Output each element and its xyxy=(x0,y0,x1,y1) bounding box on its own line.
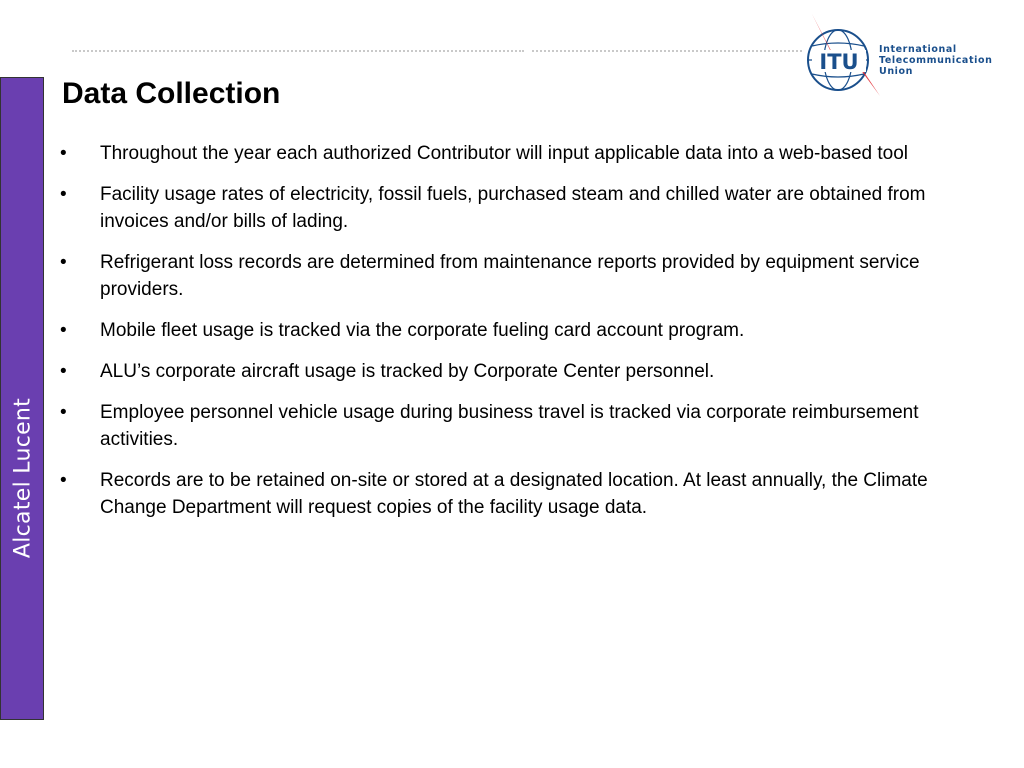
bullet-text: Records are to be retained on-site or stored at a designated location. At least annually, the Climate Change Department will request copies of the facility usage data. xyxy=(100,470,928,518)
bullet-icon: • xyxy=(60,320,67,341)
bullet-item xyxy=(60,249,972,303)
bullet-icon: • xyxy=(60,143,67,164)
bullet-icon: • xyxy=(60,252,67,273)
itu-logo-line: Union xyxy=(879,66,914,77)
slide-title: Data Collection xyxy=(62,77,281,110)
itu-logo-line: International xyxy=(879,44,957,55)
bullet-icon: • xyxy=(60,402,67,423)
bullet-text: Facility usage rates of electricity, fossil fuels, purchased steam and chilled water are obtained from invoices and/or bills of lading. xyxy=(100,184,926,232)
bullet-icon: • xyxy=(60,470,67,491)
header-divider-right xyxy=(532,50,802,52)
itu-logo xyxy=(802,10,1012,102)
bullet-icon: • xyxy=(60,361,67,382)
itu-logo-line: Telecommunication xyxy=(879,55,993,66)
bullet-item xyxy=(60,467,972,521)
bullet-text: Throughout the year each authorized Contributor will input applicable data into a web-based tool xyxy=(100,143,909,164)
itu-logo-text xyxy=(879,44,992,77)
bullet-item xyxy=(60,181,972,235)
bullet-text: ALU’s corporate aircraft usage is tracked by Corporate Center personnel. xyxy=(100,361,715,382)
header-divider-left xyxy=(72,50,524,52)
bullet-list xyxy=(60,140,972,535)
bullet-icon: • xyxy=(60,184,67,205)
sidebar-label: Alcatel Lucent xyxy=(10,397,36,559)
bullet-text: Employee personnel vehicle usage during business travel is tracked via corporate reimbursement activities. xyxy=(100,402,919,450)
bullet-text: Refrigerant loss records are determined from maintenance reports provided by equipment service providers. xyxy=(100,252,920,300)
bullet-item xyxy=(60,358,972,385)
bullet-item xyxy=(60,399,972,453)
itu-globe-icon xyxy=(802,10,882,102)
bullet-item xyxy=(60,317,972,344)
sidebar-band xyxy=(0,77,44,720)
bullet-item xyxy=(60,140,972,167)
bullet-text: Mobile fleet usage is tracked via the corporate fueling card account program. xyxy=(100,320,745,341)
itu-mark-text: ITU xyxy=(819,50,859,74)
